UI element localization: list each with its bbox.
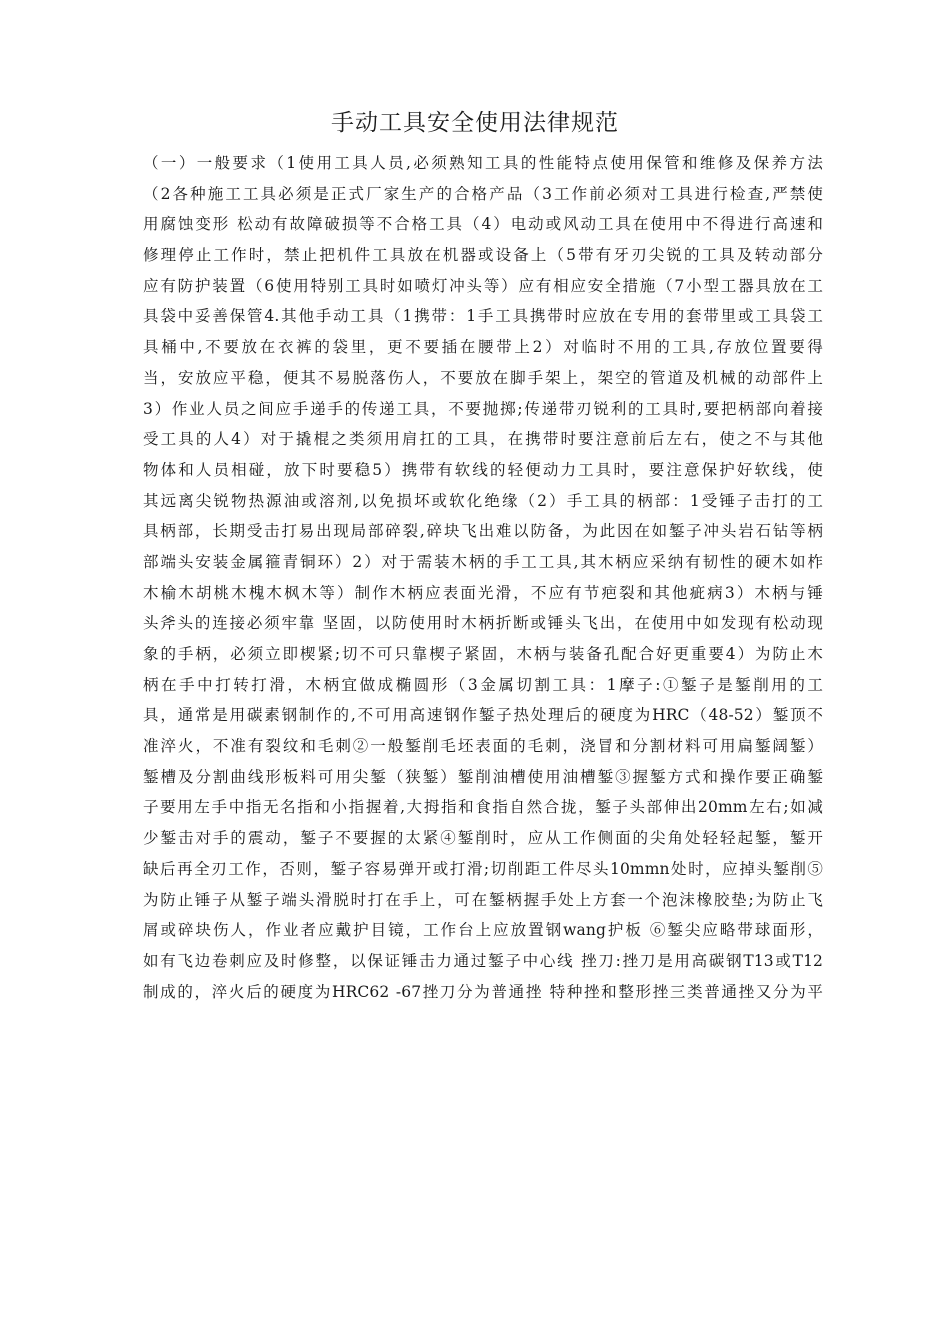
- body-text-line: 木榆木胡桃木槐木枫木等）制作木柄应表面光滑，不应有节疤裂和其他疵病3）木柄与锤: [143, 583, 823, 602]
- body-text-line: 受工具的人4）对于撬棍之类须用肩扛的工具，在携带时要注意前后左右，使之不与其他: [143, 430, 823, 449]
- body-text-line: 具袋中妥善保管4.其他手动工具（1携带：1手工具携带时应放在专用的套带里或工具袋工: [143, 307, 823, 326]
- body-text-line: 用腐蚀变形 松动有故障破损等不合格工具（4）电动或风动工具在使用中不得进行高速和: [143, 215, 823, 234]
- body-text-line: 具，通常是用碳素钢制作的,不可用高速钢作錾子热处理后的硬度为HRC（48-52）錾顶不: [143, 706, 823, 725]
- body-text-line: 物体和人员相碰，放下时要稳5）携带有软线的轻便动力工具时，要注意保护好软线，使: [143, 460, 823, 479]
- body-text-line: 象的手柄，必须立即楔紧;切不可只靠楔子紧固，木柄与装备孔配合好更重要4）为防止木: [143, 645, 823, 663]
- body-text-line: 具柄部，长期受击打易出现局部碎裂,碎块飞出难以防备，为此因在如錾子冲头岩石钻等柄: [143, 522, 823, 541]
- body-text-line: 子要用左手中指无名指和小指握着,大拇指和食指自然合拢，錾子头部伸出20mm左右;如减: [143, 798, 823, 817]
- body-text-line: 准淬火，不准有裂纹和毛刺②一般錾削毛坯表面的毛刺，浇冒和分割材料可用扁錾阔錾）: [143, 737, 823, 756]
- body-text-line: 具桶中,不要放在衣裤的袋里，更不要插在腰带上2）对临时不用的工具,存放位置要得: [143, 338, 823, 357]
- body-text-line: 屑或碎块伤人，作业者应戴护目镜，工作台上应放置钢wang护板 ⑥錾尖应略带球面形，: [143, 921, 823, 940]
- body-text-line: 部端头安装金属箍青铜环）2）对于需装木柄的手工工具,其木柄应采纳有韧性的硬木如柞: [143, 552, 823, 571]
- body-text-line: 当，安放应平稳，便其不易脱落伤人，不要放在脚手架上，架空的管道及机械的动部件上: [143, 368, 823, 387]
- body-text-line: 3）作业人员之间应手递手的传递工具，不要抛掷;传递带刃锐利的工具时,要把柄部向着接: [143, 399, 823, 418]
- body-text-line: 其远离尖锐物热源油或溶剂,以免损坏或软化绝缘（2）手工具的柄部：1受锤子击打的工: [143, 491, 823, 510]
- body-text-line: 制成的，淬火后的硬度为HRC62 -67挫刀分为普通挫 特种挫和整形挫三类普通挫又分为平: [143, 982, 823, 1001]
- body-text-line: 如有飞边卷刺应及时修整，以保证锤击力通过錾子中心线 挫刀:挫刀是用高碳钢T13或T12: [143, 951, 823, 970]
- body-text-line: （2各种施工工具必须是正式厂家生产的合格产品（3工作前必须对工具进行检查,严禁使: [143, 184, 823, 203]
- document-title: 手动工具安全使用法律规范: [331, 110, 619, 136]
- document-body: [143, 148, 823, 1007]
- body-text-line: 少錾击对手的震动，錾子不要握的太紧④錾削时，应从工作侧面的尖角处轻轻起錾，錾开: [143, 829, 823, 848]
- body-text-line: 头斧头的连接必须牢靠 坚固，以防使用时木柄折断或锤头飞出，在使用中如发现有松动现: [143, 614, 823, 633]
- body-text-line: 缺后再全刃工作，否则，錾子容易弹开或打滑;切削距工件尽头10mmn处时，应掉头錾削⑤: [143, 859, 823, 878]
- body-text-line: 錾槽及分割曲线形板料可用尖錾（狭錾）錾削油槽使用油槽錾③握錾方式和操作要正确錾: [143, 767, 823, 786]
- body-text-line: 修理停止工作时，禁止把机件工具放在机器或设备上（5带有牙刃尖锐的工具及转动部分: [143, 246, 823, 265]
- body-text-line: 柄在手中打转打滑，木柄宜做成椭圆形（3金属切割工具：1摩子:①錾子是錾削用的工: [143, 675, 823, 694]
- body-text-line: （一）一般要求（1使用工具人员,必须熟知工具的性能特点使用保管和维修及保养方法: [143, 154, 823, 172]
- body-text-line: 为防止锤子从錾子端头滑脱时打在手上，可在錾柄握手处上方套一个泡沫橡胶垫;为防止飞: [143, 890, 823, 909]
- body-text-line: 应有防护装置（6使用特别工具时如喷灯冲头等）应有相应安全措施（7小型工器具放在工: [143, 276, 823, 295]
